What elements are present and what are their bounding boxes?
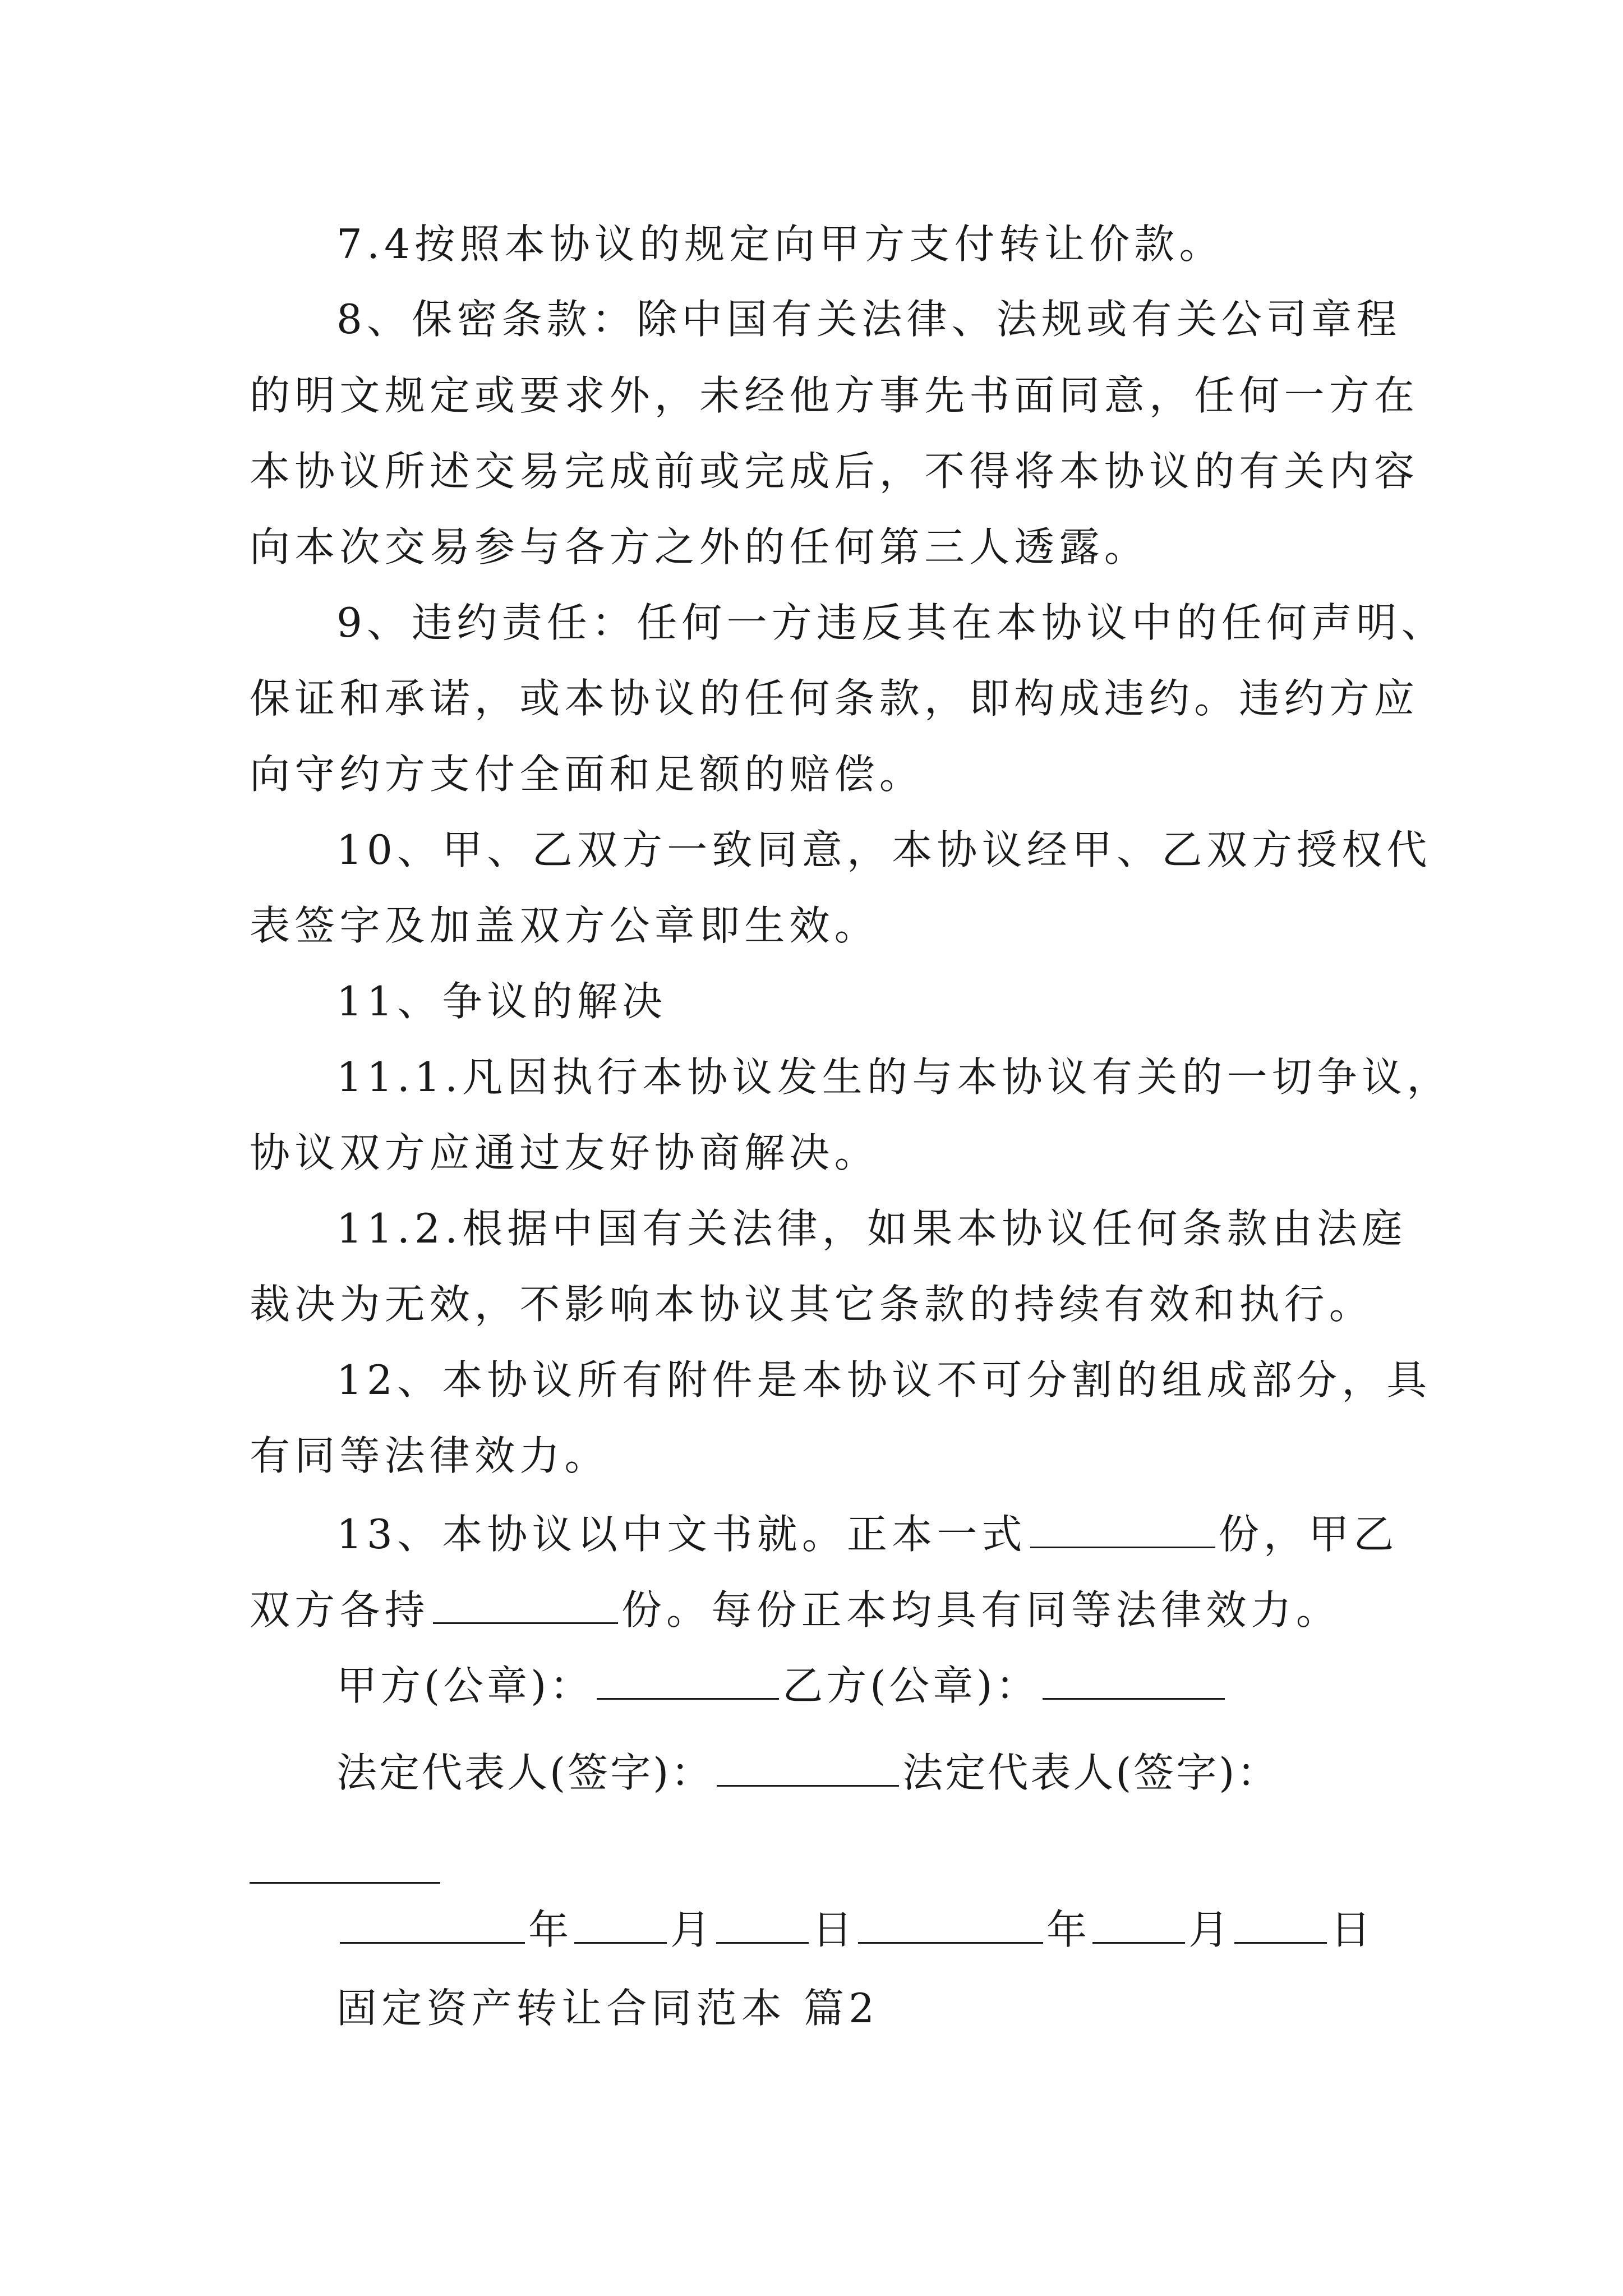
date-b-day-blank[interactable]: [1234, 1910, 1327, 1944]
legal-rep-b-blank[interactable]: [250, 1882, 440, 1884]
legal-rep-a-blank[interactable]: [717, 1752, 899, 1787]
clause13-text: 双方各持: [250, 1586, 430, 1634]
text-line: 表签字及加盖双方公章即生效。: [250, 902, 879, 949]
text-line-13-cont: [250, 1576, 1388, 1644]
date-b-year-blank[interactable]: [858, 1910, 1043, 1944]
date-a-year-blank[interactable]: [340, 1910, 525, 1944]
party-b-seal-blank[interactable]: [1043, 1665, 1225, 1700]
clause13-text: 份，甲乙: [1218, 1511, 1399, 1558]
text-line-11-2: 11.2.根据中国有关法律，如果本协议任何条款由法庭: [336, 1205, 1407, 1252]
text-line-10: 10、甲、乙双方一致同意，本协议经甲、乙双方授权代: [336, 826, 1432, 873]
day-label: 日: [1330, 1906, 1373, 1953]
date-line: [336, 1896, 1391, 1963]
clause13-text: 13、本协议以中文书就。正本一式: [336, 1511, 1027, 1558]
text-line: 协议双方应通过友好协商解决。: [250, 1129, 879, 1176]
text-line-11: 11、争议的解决: [336, 978, 667, 1025]
month-label: 月: [1188, 1906, 1232, 1953]
day-label: 日: [812, 1906, 855, 1953]
text-line: 向守约方支付全面和足额的赔偿。: [250, 751, 925, 798]
legal-rep-a-label: 法定代表人(签字)：: [336, 1749, 714, 1796]
text-line-11-1: 11.1.凡因执行本协议发生的与本协议有关的一切争议，: [336, 1053, 1452, 1101]
text-line: 有同等法律效力。: [250, 1432, 610, 1479]
text-line-8: 8、保密条款：除中国有关法律、法规或有关公司章程: [336, 296, 1401, 343]
year-label: 年: [528, 1906, 571, 1953]
date-b-month-blank[interactable]: [1092, 1910, 1185, 1944]
section-title: 固定资产转让合同范本 篇2: [336, 1985, 879, 2032]
text-line: 向本次交易参与各方之外的任何第三人透露。: [250, 523, 1150, 570]
party-seal-line: [336, 1652, 1391, 1719]
clause13-text: 份。每份正本均具有同等法律效力。: [621, 1586, 1341, 1634]
text-line: 本协议所述交易完成前或完成后，不得将本协议的有关内容: [250, 448, 1419, 495]
party-b-seal-label: 乙方(公章)：: [782, 1662, 1040, 1709]
text-line-9: 9、违约责任：任何一方违反其在本协议中的任何声明、: [336, 599, 1446, 646]
copies-total-blank[interactable]: [1030, 1514, 1215, 1548]
date-a-day-blank[interactable]: [716, 1910, 809, 1944]
legal-rep-b-label: 法定代表人(签字)：: [902, 1749, 1280, 1796]
year-label: 年: [1046, 1906, 1090, 1953]
date-a-month-blank[interactable]: [574, 1910, 667, 1944]
party-a-seal-blank[interactable]: [597, 1665, 779, 1700]
text-line-12: 12、本协议所有附件是本协议不可分割的组成部分，具: [336, 1356, 1432, 1404]
month-label: 月: [670, 1906, 713, 1953]
text-line-7-4: 7.4按照本协议的规定向甲方支付转让价款。: [336, 220, 1224, 268]
text-line-13: [336, 1501, 1399, 1568]
legal-rep-line: [336, 1739, 1391, 1806]
party-a-seal-label: 甲方(公章)：: [336, 1662, 594, 1709]
text-line: 保证和承诺，或本协议的任何条款，即构成违约。违约方应: [250, 675, 1419, 722]
text-line: 裁决为无效，不影响本协议其它条款的持续有效和执行。: [250, 1281, 1375, 1328]
copies-each-blank[interactable]: [433, 1590, 618, 1624]
text-line: 的明文规定或要求外，未经他方事先书面同意，任何一方在: [250, 372, 1419, 419]
